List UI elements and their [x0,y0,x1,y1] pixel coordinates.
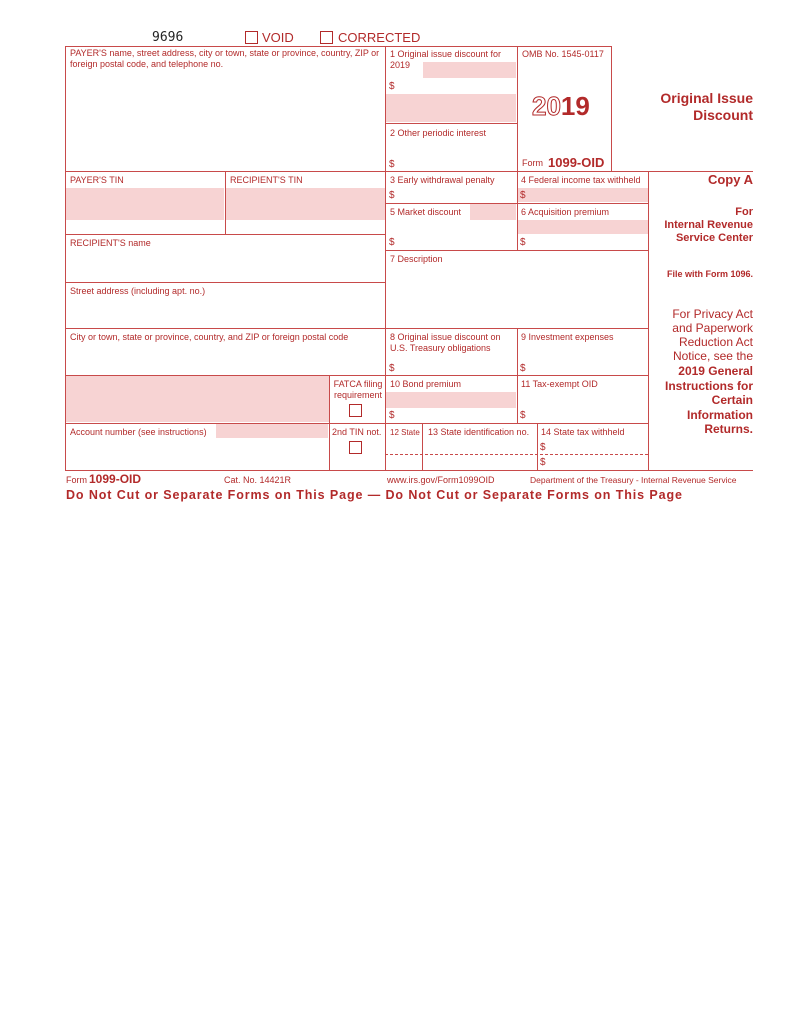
instr-line5: Returns. [704,422,753,436]
instr-line2: Instructions for [664,378,753,393]
corrected-label: CORRECTED [338,30,421,45]
footer-url: www.irs.gov/Form1099OID [387,475,495,485]
blank-field[interactable] [66,376,329,422]
form-title-line2: Discount [693,107,753,123]
box6-dollar: $ [520,237,526,248]
box9-label: 9 Investment expenses [521,332,614,342]
irs-center [664,206,753,245]
second-tin-label: 2nd TIN not. [332,427,382,437]
box6-label: 6 Acquisition premium [521,207,610,217]
fatca-label: FATCA filing requirement [333,379,383,400]
privacy-line4: Notice, see the [672,349,753,363]
void-checkbox[interactable] [245,31,258,44]
city-label: City or town, state or province, country, and ZIP or foreign postal code [70,332,349,342]
box3-dollar: $ [389,190,395,201]
form-code: 9696 [152,30,184,45]
box2-label: 2 Other periodic interest [390,128,487,138]
box8-label: 8 Original issue discount on U.S. Treasury obligations [390,332,501,353]
box5-label: 5 Market discount [390,207,462,217]
payer-info-label: PAYER'S name, street address, city or town, state or province, country, ZIP or foreign postal code, and telephone no. [70,48,380,69]
do-not-cut-warning: Do Not Cut or Separate Forms on This Page — Do Not Cut or Separate Forms on This Page [66,488,683,502]
tax-year-solid: 19 [560,91,590,121]
box13-label: 13 State identification no. [428,427,530,437]
box1-dollar: $ [389,81,395,92]
box14-dollar-1: $ [540,442,546,453]
box14-label: 14 State tax withheld [541,427,625,437]
footer-cat-no: Cat. No. 14421R [224,475,292,485]
privacy-line2: and Paperwork [672,321,753,335]
box10-field[interactable] [386,392,516,408]
instr-line4: Information [687,407,753,422]
box10-label: 10 Bond premium [390,379,462,389]
irs-line1: Internal Revenue [664,219,753,231]
form-name: 1099-OID [548,155,605,170]
box9-dollar: $ [520,363,526,374]
box4-field[interactable] [518,188,648,202]
for-label: For [735,206,753,218]
instr-line1: 2019 General [678,364,753,378]
box8-dollar: $ [389,363,395,374]
form-title [660,90,753,124]
box5-field[interactable] [470,204,516,220]
box4-label: 4 Federal income tax withheld [521,175,641,185]
instr-line3: Certain [711,393,753,407]
box6-field[interactable] [518,220,648,234]
privacy-line1: For Privacy Act [672,307,753,321]
privacy-notice [672,307,753,363]
corrected-checkbox[interactable] [320,31,333,44]
box14-dollar-2: $ [540,457,546,468]
irs-line2: Service Center [675,232,753,244]
box12-label: 12 State [390,428,420,437]
recipient-tin-field[interactable] [226,188,385,220]
box3-label: 3 Early withdrawal penalty [390,175,495,185]
copy-label: Copy A [707,172,753,187]
recipient-tin-label: RECIPIENT'S TIN [230,175,303,185]
account-number-field[interactable] [216,424,328,438]
second-tin-checkbox[interactable] [349,441,362,454]
box10-dollar: $ [389,410,395,421]
box11-label: 11 Tax-exempt OID [521,379,598,389]
recipient-name-label: RECIPIENT'S name [70,238,151,248]
footer-form-name: 1099-OID [89,472,142,486]
tax-year-outline: 20 [532,91,561,121]
privacy-line3: Reduction Act [678,335,753,349]
box7-label: 7 Description [390,254,443,264]
footer-form-prefix: Form [66,475,87,485]
box1-label: 1 Original issue discount for 2019 [390,49,502,70]
box2-dollar: $ [389,159,395,170]
fatca-checkbox[interactable] [349,404,362,417]
footer-department: Department of the Treasury - Internal Revenue Service [530,475,737,485]
form-prefix: Form [522,158,543,168]
tax-year [532,92,590,120]
account-number-label: Account number (see instructions) [70,427,207,437]
box4-dollar: $ [520,190,526,201]
instructions-notice [665,364,753,437]
box11-dollar: $ [520,410,526,421]
form-title-line1: Original Issue [660,90,753,106]
void-label: VOID [262,30,294,45]
file-with-label: File with Form 1096. [666,269,753,279]
box1-amount-field[interactable] [386,94,516,122]
street-address-label: Street address (including apt. no.) [70,286,206,296]
payer-tin-field[interactable] [66,188,224,220]
box5-dollar: $ [389,237,395,248]
payer-tin-label: PAYER'S TIN [70,175,124,185]
omb-number: OMB No. 1545-0117 [522,49,604,59]
